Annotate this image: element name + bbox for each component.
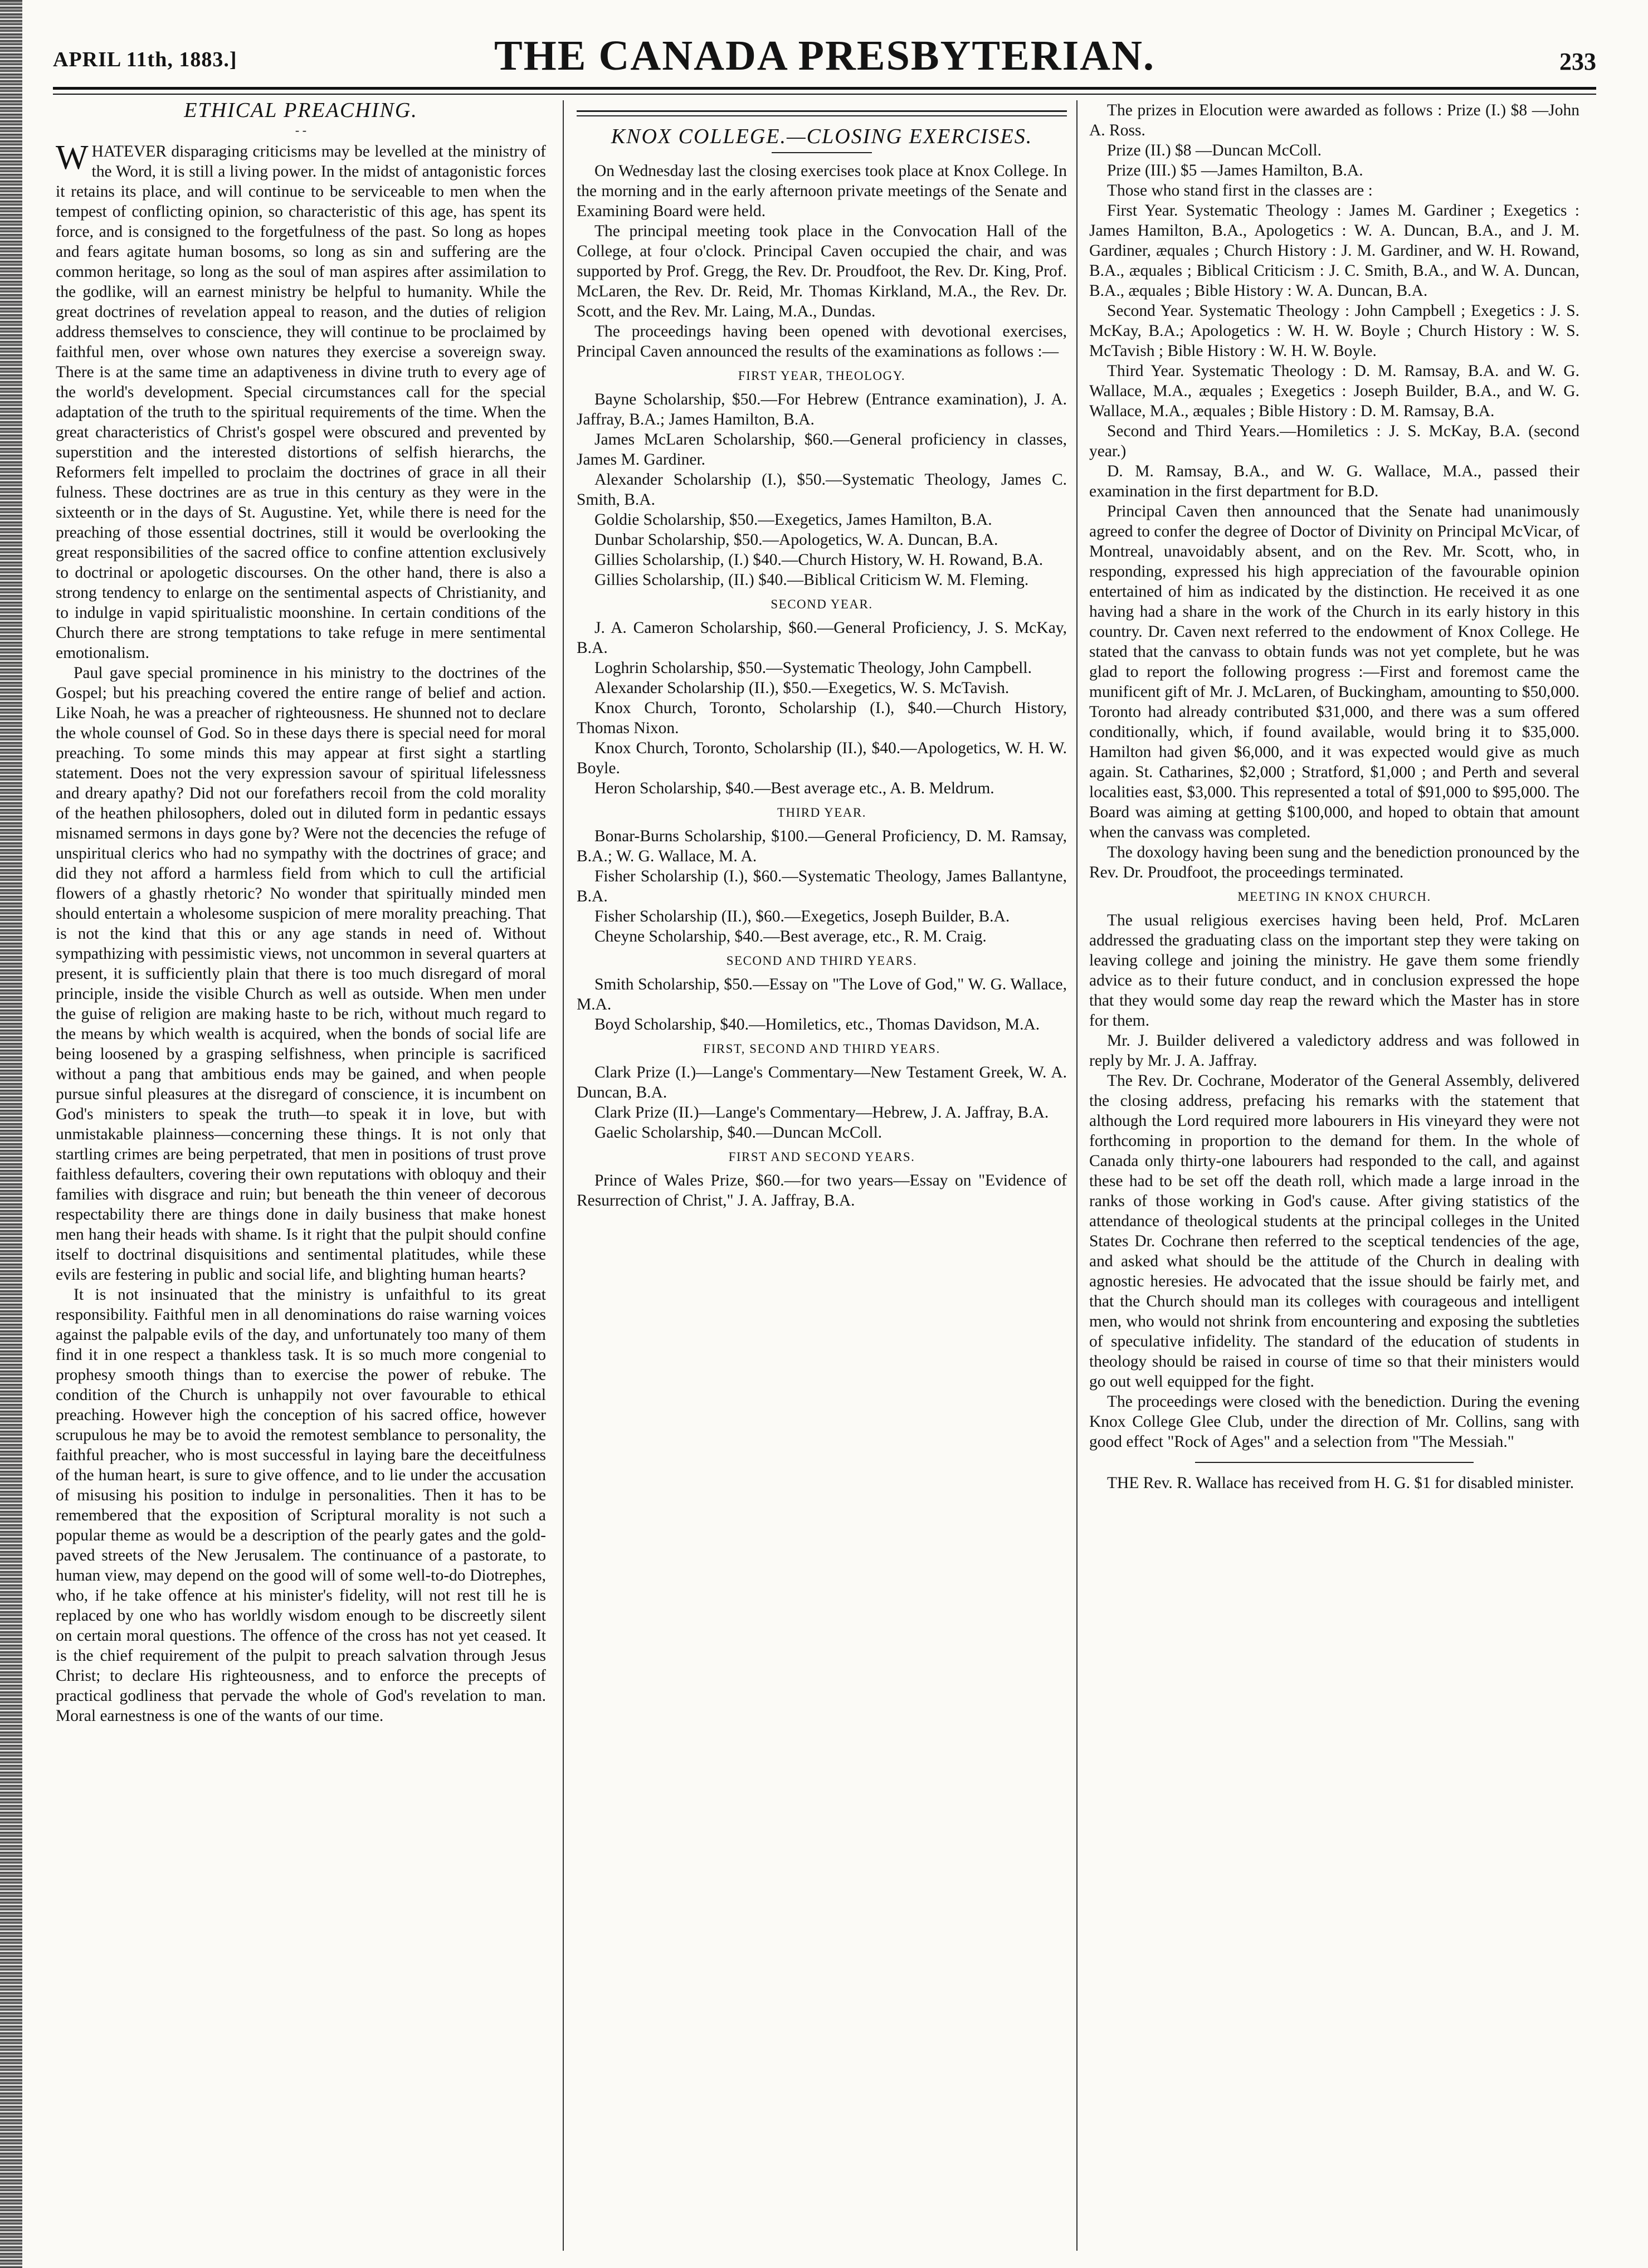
award-item: Bayne Scholarship, $50.—For Hebrew (Entrance examination), J. A. Jaffray, B.A.; James Hamilton, B.A. [577, 391, 1067, 428]
article-paragraph: The principal meeting took place in the Convocation Hall of the College, at four o'clock. Principal Caven occupied the chair, and was supported by Prof. Gregg, the Rev. Dr. Proudfoot, the Rev. Dr. King, Prof. McLaren, the Rev. Dr. Reid, Mr. Thomas Kirkland, M.A., the Rev. Dr. Scott, and the Rev. Mr. Laing, M.A., Dundas. [577, 222, 1067, 320]
article-paragraph: Mr. J. Builder delivered a valedictory address and was followed in reply by Mr. J. A. Jaffray. [1089, 1032, 1579, 1070]
article-paragraph: D. M. Ramsay, B.A., and W. G. Wallace, M.A., passed their examination in the first department for B.D. [1089, 462, 1579, 500]
article-paragraph: The proceedings having been opened with devotional exercises, Principal Caven announced the results of the examinations as follows :— [577, 323, 1067, 360]
header-rule-thick [53, 87, 1596, 90]
section-heading: MEETING IN KNOX CHURCH. [1237, 890, 1431, 904]
award-item: Cheyne Scholarship, $40.—Best average, etc., R. M. Craig. [594, 928, 987, 945]
article-paragraph: On Wednesday last the closing exercises took place at Knox College. In the morning and in the early afternoon private meetings of the Senate and Examining Board were held. [577, 162, 1067, 220]
award-item: Prince of Wales Prize, $60.—for two years—Essay on "Evidence of Resurrection of Christ," J. A. Jaffray, B.A. [577, 1172, 1067, 1209]
article-paragraph: Second Year. Systematic Theology : John Campbell ; Exegetics : J. S. McKay, B.A.; Apologetics : W. H. W. Boyle ; Church History : W. S. McTavish ; Bible History : W. H. W. Boyle. [1089, 302, 1579, 360]
section-heading: FIRST AND SECOND YEARS. [728, 1150, 915, 1164]
article-paragraph: The proceedings were closed with the benediction. During the evening Knox College Glee Club, under the direction of Mr. Collins, sang with good effect "Rock of Ages" and a selection from "The Messiah." [1089, 1393, 1579, 1451]
column-2 [577, 100, 1067, 2251]
article-paragraph: Prize (III.) $5 —James Hamilton, B.A. [1107, 162, 1363, 179]
award-item: Gillies Scholarship, (II.) $40.—Biblical Criticism W. M. Fleming. [594, 571, 1029, 589]
award-item: Knox Church, Toronto, Scholarship (II.), $40.—Apologetics, W. H. W. Boyle. [577, 739, 1067, 777]
issue-date: APRIL 11th, 1883.] [53, 48, 237, 71]
page-binding-edge [0, 0, 22, 2268]
article-paragraph: Paul gave special prominence in his ministry to the doctrines of the Gospel; but his preaching covered the entire range of belief and action. Like Noah, he was a preacher of righteousness. He shunned not to declare the whole counsel of God. So in these days there is special need for moral preaching. To some minds this may appear at first sight a startling statement. Does not the very expression savour of spiritual lifelessness and dreary apathy? Did not our forefathers recoil from the cold morality of the heathen philosophers, doled out in diluted form in pedantic essays misnamed sermons in days gone by? Were not the decencies the refuge of unspiritual clerics who had no sympathy with the doctrines of grace; and did they not afford a harmless field from which to cull the artificial flowers of a ghastly rhetoric? No wonder that spiritually minded men should entertain a wholesome suspicion of mere morality preaching. That is not the kind that this or any age stands in need of. Without sympathizing with pessimistic views, not uncommon in several quarters at present, it is sufficiently plain that there is too much disregard of moral principle, inside the visible Church as well as outside. When men under the guise of religion are making haste to be rich, without much regard to the means by which wealth is acquired, when the bonds of social life are being loosened by a grasping selfishness, when principle is sacrificed without a pang that ambitious ends may be gained, and when people pursue sinful pleasures at the disregard of conscience, it is incumbent on God's ministers to speak the truth—to speak it in love, but with unmistakable plainness—concerning these things. It is not only that startling crimes are being perpetrated, that men in positions of trust prove faithless defaulters, covering their own reputations with obloquy and their families with disgrace and ruin; but beneath the thin veneer of decorous respectability there are things done in daily business that make honest men hang their heads with shame. Is it right that the pulpit should confine itself to doctrinal disquisitions and sentimental platitudes, while these evils are festering in public and social life, and blighting human hearts? [56, 664, 546, 1284]
article-paragraph: Third Year. Systematic Theology : D. M. Ramsay, B.A. and W. G. Wallace, M.A., æquales ; Exegetics : Joseph Builder, B.A., and W. G. Wallace, M.A., æquales ; Bible History : D. M. Ramsay, B.A. [1089, 362, 1579, 420]
column-divider [1076, 100, 1077, 2251]
award-item: Fisher Scholarship (II.), $60.—Exegetics, Joseph Builder, B.A. [594, 908, 1010, 925]
title-ornament: - - [295, 123, 307, 137]
award-item: Clark Prize (II.)—Lange's Commentary—Hebrew, J. A. Jaffray, B.A. [594, 1104, 1049, 1121]
article-title-knox-college: KNOX COLLEGE.—CLOSING EXERCISES. [611, 125, 1033, 148]
column-divider [563, 100, 564, 2251]
section-rule [577, 110, 1067, 112]
article-paragraph: First Year. Systematic Theology : James M. Gardiner ; Exegetics : James Hamilton, B.A., Apologetics : W. A. Duncan, B.A., and J. M. Gardiner, æquales ; Church History : J. M. Gardiner, and W. H. Rowand, B.A., æquales ; Biblical Criticism : J. C. Smith, B.A., and W. A. Duncan, B.A., æquales ; Bible History : W. A. Duncan, B.A. [1089, 202, 1579, 300]
header-rule-thin [53, 94, 1596, 95]
award-item: Boyd Scholarship, $40.—Homiletics, etc., Thomas Davidson, M.A. [594, 1016, 1040, 1033]
article-paragraph: The prizes in Elocution were awarded as follows : Prize (I.) $8 —John A. Ross. [1089, 101, 1579, 139]
section-heading: SECOND AND THIRD YEARS. [726, 954, 918, 968]
award-item: James McLaren Scholarship, $60.—General proficiency in classes, James M. Gardiner. [577, 431, 1067, 469]
section-heading: THIRD YEAR. [777, 806, 867, 820]
award-item: Dunbar Scholarship, $50.—Apologetics, W. A. Duncan, B.A. [594, 531, 998, 549]
award-item: Goldie Scholarship, $50.—Exegetics, James Hamilton, B.A. [594, 511, 992, 529]
award-item: Loghrin Scholarship, $50.—Systematic Theology, John Campbell. [594, 659, 1032, 677]
article-paragraph: Those who stand first in the classes are : [1107, 182, 1373, 199]
award-item: Clark Prize (I.)—Lange's Commentary—New Testament Greek, W. A. Duncan, B.A. [577, 1064, 1067, 1101]
section-heading: SECOND YEAR. [771, 597, 873, 611]
award-item: J. A. Cameron Scholarship, $60.—General Proficiency, J. S. McKay, B.A. [577, 619, 1067, 657]
title-rule [772, 152, 872, 153]
page-number: 233 [1559, 48, 1596, 75]
article-paragraph: The usual religious exercises having been held, Prof. McLaren addressed the graduating class on the important step they were taking on leaving college and joining the ministry. He gave them some friendly advice as to their future conduct, and in conclusion expressed the hope that they would some day reap the reward which the Master has in store for them. [1089, 911, 1579, 1030]
section-rule [1195, 1462, 1474, 1463]
section-rule-thin [577, 115, 1067, 116]
section-heading: FIRST, SECOND AND THIRD YEARS. [703, 1042, 940, 1056]
award-item: Gillies Scholarship, (I.) $40.—Church History, W. H. Rowand, B.A. [594, 551, 1044, 569]
award-item: Alexander Scholarship (I.), $50.—Systematic Theology, James C. Smith, B.A. [577, 471, 1067, 509]
section-heading: FIRST YEAR, THEOLOGY. [738, 369, 906, 383]
column-1 [56, 100, 546, 2251]
award-item: Gaelic Scholarship, $40.—Duncan McColl. [594, 1124, 882, 1142]
award-item: Fisher Scholarship (I.), $60.—Systematic Theology, James Ballantyne, B.A. [577, 867, 1067, 905]
column-3 [1089, 100, 1579, 2251]
page-header [53, 31, 1596, 92]
article-paragraph: WHATEVER disparaging criticisms may be levelled at the ministry of the Word, it is still a living power. In the midst of antagonistic forces it retains its place, and will continue to be serviceable to men when the tempest of conflicting opinion, so characteristic of this age, has spent its force, and is consigned to the forgetfulness of the past. So long as hopes and fears agitate human bosoms, so long as sin and suffering are the common heritage, so long as the soul of man aspires after assimilation to the godlike, will an earnest ministry be helpful to humanity. While the great doctrines of revelation appeal to reason, and the duties of religion address themselves to conscience, they will continue to be proclaimed by faithful men, over whose own natures they exercise a sovereign sway. There is at the same time an adaptiveness in divine truth to every age of the world's development. Special circumstances call for the special adaptation of the truth to the spiritual requirements of the time. When the great characteristics of Christ's gospel were obscured and prevented by superstition and the interested distortions of selfish hierarchs, the Reformers felt impelled to proclaim the doctrines of grace in all their fulness. These doctrines are as true in this century as they were in the sixteenth or in the days of St. Augustine. Yet, while there is need for the preaching of those essential doctrines, still it would be overlooking the great responsibilities of the sacred office to confine attention exclusively to doctrinal or apologetic discourses. On the other hand, there is also a strong tendency to enlarge on the sentimental aspects of Christianity, and to indulge in vapid spiritualistic moonshine. In certain conditions of the Church there are strong temptations to take refuge in mere sentimental emotionalism. [56, 139, 546, 662]
award-item: Smith Scholarship, $50.—Essay on "The Love of God," W. G. Wallace, M.A. [577, 976, 1067, 1013]
article-paragraph: The Rev. Dr. Cochrane, Moderator of the General Assembly, delivered the closing address, prefacing his remarks with the statement that although the Lord required more labourers in His vineyard they were not forthcoming in proportion to the demand for them. In the whole of Canada only thirty-one labourers had responded to the call, and against these had to be set off the death roll, which made a large inroad in the ranks of those working in God's cause. After giving statistics of the attendance of theological students at the principal colleges in the United States Dr. Cochrane then referred to the sceptical tendencies of the age, and asked what should be the attitude of the Church in dealing with agnostic heresies. He advocated that the issue should be fairly met, and that the Church should man its colleges with courageous and intelligent men, who would not shrink from encountering and exposing the subtleties of speculative infidelity. The standard of the education of students in theology should be raised in course of time so that their ministers would go out well equipped for the fight. [1089, 1072, 1579, 1391]
award-item: Bonar-Burns Scholarship, $100.—General Proficiency, D. M. Ramsay, B.A.; W. G. Wallace, M. A. [577, 827, 1067, 865]
award-item: Knox Church, Toronto, Scholarship (I.), $40.—Church History, Thomas Nixon. [577, 699, 1067, 737]
article-paragraph: Second and Third Years.—Homiletics : J. S. McKay, B.A. (second year.) [1089, 422, 1579, 460]
note-paragraph: THE Rev. R. Wallace has received from H. G. $1 for disabled minister. [1107, 1474, 1574, 1492]
award-item: Heron Scholarship, $40.—Best average etc., A. B. Meldrum. [594, 779, 994, 797]
masthead-title: THE CANADA PRESBYTERIAN. [494, 32, 1155, 79]
article-paragraph: Principal Caven then announced that the Senate had unanimously agreed to confer the degree of Doctor of Divinity on Principal McVicar, of Montreal, unavoidably absent, and on the Rev. Mr. Scott, who, in responding, expressed his high appreciation of the favourable opinion entertained of him as indicated by the distinction. He received it as one having had a share in the work of the Church in its early history in this country. Dr. Caven next referred to the endowment of Knox College. He stated that the canvass to obtain funds was not yet complete, but he was glad to report the following progress :—First and foremost came the munificent gift of Mr. J. McLaren, of Buckingham, amounting to $50,000. Toronto had already contributed $31,000, and there was a sum offered conditionally, which, if found available, would bring it to $35,000. Hamilton had given $6,000, and it was expected would give as much again. St. Catharines, $2,000 ; Stratford, $1,000 ; and Perth and several localities east, $3,000. This represented a total of $91,000 to $95,000. The Board was aiming at getting $100,000, and hoped to obtain that amount when the canvass was completed. [1089, 503, 1579, 841]
article-paragraph: It is not insinuated that the ministry is unfaithful to its great responsibility. Faithful men in all denominations do raise warning voices against the palpable evils of the day, and unfortunately too many of them find it in one respect a thankless task. It is so much more congenial to prophesy smooth things than to exercise the power of rebuke. The condition of the Church is unhappily not over favourable to ethical preaching. However high the conception of his sacred office, however scrupulous he may be to avoid the remotest semblance to personality, the faithful preacher, who is most successful in laying bare the deceitfulness of the human heart, is sure to give offence, and to lie under the accusation of misusing his position to indulge in personalities. Then it has to be remembered that the exposition of Scriptural morality is not such a popular theme as would be a description of the pearly gates and the gold-paved streets of the New Jerusalem. The continuance of a pastorate, to human view, may depend on the good will of some well-to-do Diotrephes, who, if he take offence at his minister's fidelity, will not rest till he is replaced by one who has worldly wisdom enough to be discreetly silent on certain moral questions. The offence of the cross has not yet ceased. It is the chief requirement of the pulpit to preach salvation through Jesus Christ; to declare His righteousness, and to enforce the precepts of practical godliness that pervade the whole of God's revelation to man. Moral earnestness is one of the wants of our time. [56, 1286, 546, 1725]
award-item: Alexander Scholarship (II.), $50.—Exegetics, W. S. McTavish. [594, 679, 1010, 697]
article-paragraph: Prize (II.) $8 —Duncan McColl. [1107, 142, 1322, 159]
article-title-ethical-preaching: ETHICAL PREACHING. [184, 100, 418, 122]
article-paragraph: The doxology having been sung and the benediction pronounced by the Rev. Dr. Proudfoot, the proceedings terminated. [1089, 843, 1579, 881]
